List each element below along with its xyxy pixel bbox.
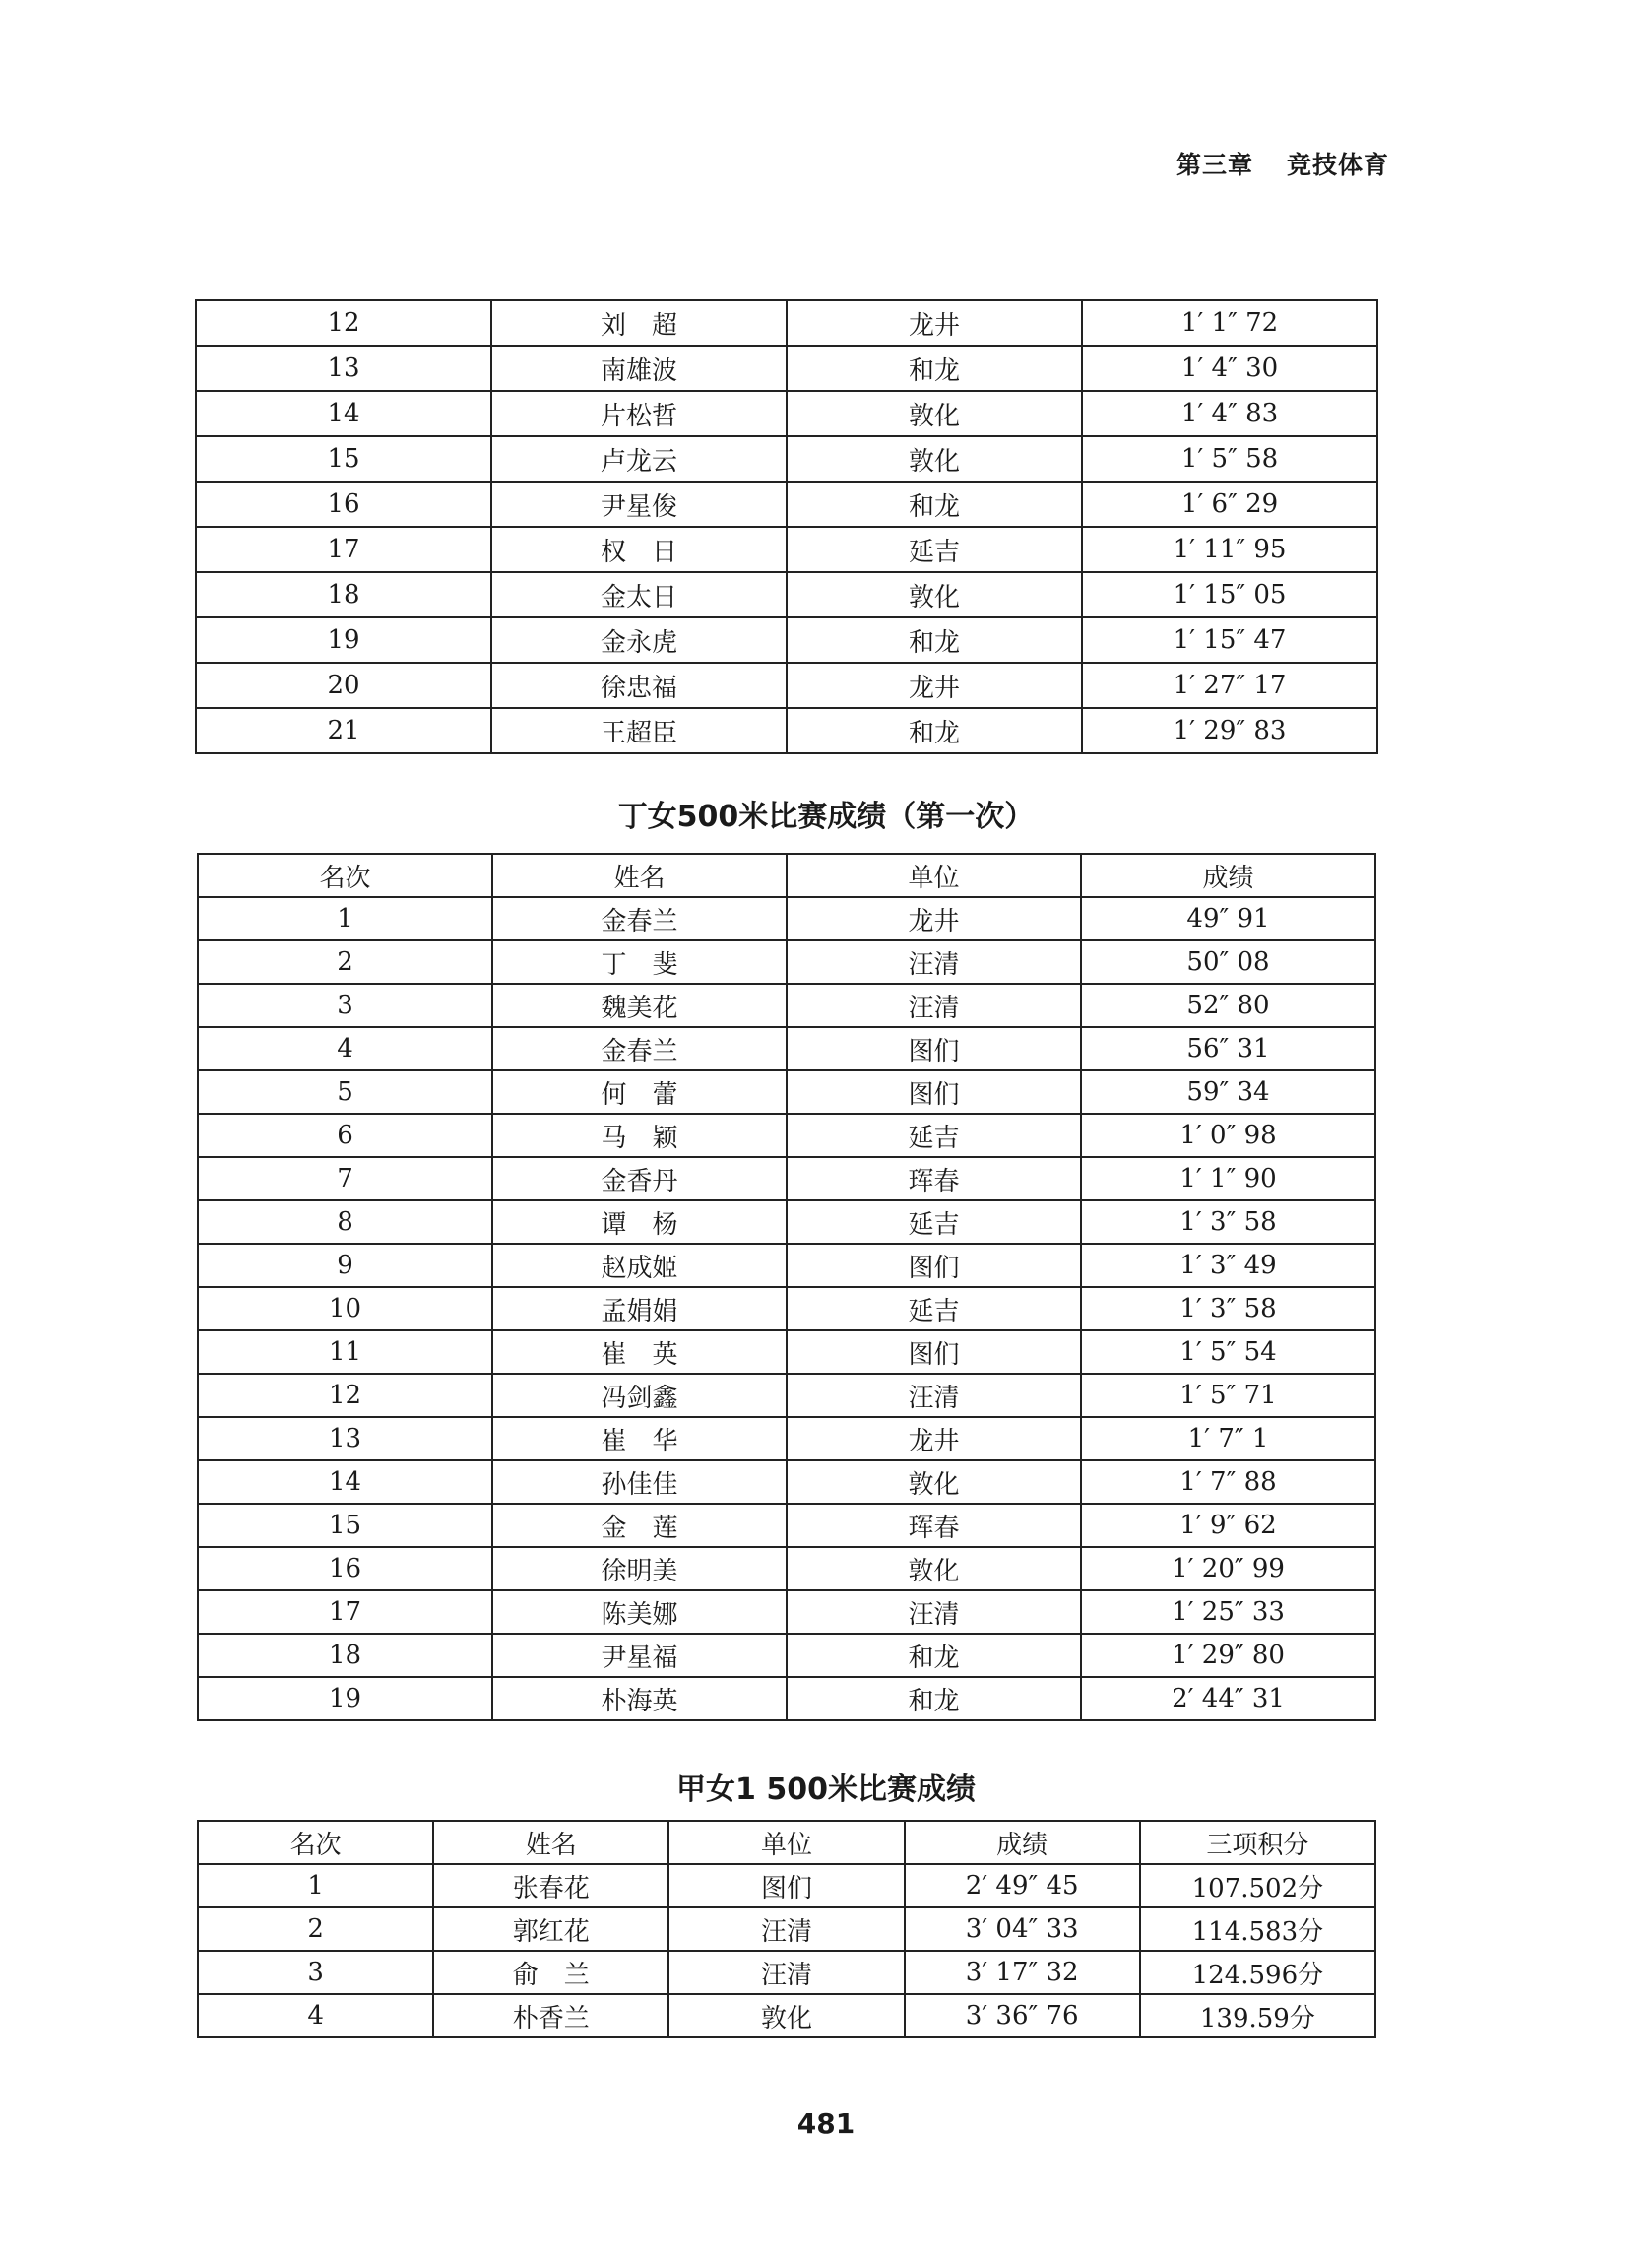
- cell-name: 孟娟娟: [492, 1287, 787, 1330]
- cell-rank: 18: [196, 572, 491, 617]
- cell-rank: 17: [198, 1590, 492, 1634]
- cell-rank: 2: [198, 940, 492, 984]
- header-result: 成绩: [1081, 854, 1375, 897]
- cell-result: 1′ 7″ 1: [1081, 1417, 1375, 1460]
- cell-name: 金春兰: [492, 1027, 787, 1070]
- cell-rank: 1: [198, 1864, 433, 1907]
- header-unit: 单位: [787, 854, 1081, 897]
- cell-unit: 图们: [787, 1244, 1081, 1287]
- cell-result: 1′ 0″ 98: [1081, 1114, 1375, 1157]
- cell-result: 50″ 08: [1081, 940, 1375, 984]
- cell-unit: 龙井: [787, 300, 1082, 346]
- table-row: [198, 940, 1375, 984]
- cell-name: 金香丹: [492, 1157, 787, 1200]
- table-row: [196, 527, 1377, 572]
- cell-unit: 和龙: [787, 346, 1082, 391]
- table-row: [196, 300, 1377, 346]
- cell-unit: 图们: [668, 1864, 904, 1907]
- cell-result: 56″ 31: [1081, 1027, 1375, 1070]
- cell-rank: 10: [198, 1287, 492, 1330]
- cell-result: 1′ 4″ 30: [1082, 346, 1377, 391]
- cell-result: 1′ 15″ 47: [1082, 617, 1377, 663]
- cell-result: 1′ 15″ 05: [1082, 572, 1377, 617]
- cell-result: 59″ 34: [1081, 1070, 1375, 1114]
- cell-name: 谭 杨: [492, 1200, 787, 1244]
- table-row: [196, 663, 1377, 708]
- header-rank: 名次: [198, 854, 492, 897]
- table-row: [198, 1951, 1375, 1994]
- cell-result: 52″ 80: [1081, 984, 1375, 1027]
- cell-unit: 珲春: [787, 1504, 1081, 1547]
- table-title-girls-500m: 丁女500米比赛成绩（第一次）: [617, 800, 1035, 834]
- cell-points: 139.59分: [1140, 1994, 1375, 2037]
- cell-result: 3′ 04″ 33: [905, 1907, 1140, 1951]
- cell-result: 1′ 3″ 58: [1081, 1287, 1375, 1330]
- cell-rank: 17: [196, 527, 491, 572]
- table-row: [198, 984, 1375, 1027]
- header-points: 三项积分: [1140, 1821, 1375, 1864]
- cell-rank: 4: [198, 1994, 433, 2037]
- page-number: 481: [796, 2107, 856, 2140]
- cell-result: 3′ 36″ 76: [905, 1994, 1140, 2037]
- cell-name: 金春兰: [492, 897, 787, 940]
- cell-rank: 21: [196, 708, 491, 753]
- cell-name: 魏美花: [492, 984, 787, 1027]
- cell-unit: 延吉: [787, 1287, 1081, 1330]
- table-row: [196, 708, 1377, 753]
- table-row: [198, 1027, 1375, 1070]
- cell-rank: 16: [198, 1547, 492, 1590]
- cell-unit: 和龙: [787, 1634, 1081, 1677]
- cell-unit: 图们: [787, 1027, 1081, 1070]
- table-row: [198, 1677, 1375, 1720]
- table-row: [196, 391, 1377, 436]
- cell-result: 1′ 6″ 29: [1082, 482, 1377, 527]
- cell-rank: 9: [198, 1244, 492, 1287]
- cell-rank: 18: [198, 1634, 492, 1677]
- cell-unit: 图们: [787, 1070, 1081, 1114]
- cell-unit: 延吉: [787, 1200, 1081, 1244]
- cell-points: 107.502分: [1140, 1864, 1375, 1907]
- cell-result: 1′ 3″ 58: [1081, 1200, 1375, 1244]
- cell-rank: 7: [198, 1157, 492, 1200]
- cell-unit: 敦化: [787, 391, 1082, 436]
- cell-name: 金永虎: [491, 617, 787, 663]
- cell-unit: 汪清: [787, 940, 1081, 984]
- cell-result: 1′ 25″ 33: [1081, 1590, 1375, 1634]
- table-row: [196, 617, 1377, 663]
- cell-result: 1′ 20″ 99: [1081, 1547, 1375, 1590]
- table-row: [196, 346, 1377, 391]
- cell-result: 2′ 44″ 31: [1081, 1677, 1375, 1720]
- cell-rank: 11: [198, 1330, 492, 1374]
- cell-unit: 龙井: [787, 663, 1082, 708]
- header-rank: 名次: [198, 1821, 433, 1864]
- table-row: [198, 1547, 1375, 1590]
- cell-name: 朴海英: [492, 1677, 787, 1720]
- cell-unit: 图们: [787, 1330, 1081, 1374]
- cell-rank: 5: [198, 1070, 492, 1114]
- table-row: [196, 436, 1377, 482]
- table-row: [196, 482, 1377, 527]
- cell-name: 赵成姬: [492, 1244, 787, 1287]
- cell-rank: 1: [198, 897, 492, 940]
- cell-unit: 敦化: [787, 1460, 1081, 1504]
- cell-result: 1′ 9″ 62: [1081, 1504, 1375, 1547]
- header-result: 成绩: [905, 1821, 1140, 1864]
- cell-unit: 龙井: [787, 897, 1081, 940]
- cell-rank: 3: [198, 984, 492, 1027]
- table-row: [198, 1504, 1375, 1547]
- cell-name: 马 颖: [492, 1114, 787, 1157]
- cell-rank: 20: [196, 663, 491, 708]
- cell-name: 金 莲: [492, 1504, 787, 1547]
- cell-name: 崔 英: [492, 1330, 787, 1374]
- cell-unit: 延吉: [787, 1114, 1081, 1157]
- cell-rank: 13: [196, 346, 491, 391]
- table-row: [198, 1994, 1375, 2037]
- cell-name: 孙佳佳: [492, 1460, 787, 1504]
- cell-unit: 和龙: [787, 1677, 1081, 1720]
- header-name: 姓名: [433, 1821, 668, 1864]
- cell-rank: 14: [196, 391, 491, 436]
- table-row: [198, 1330, 1375, 1374]
- table-row: [198, 1114, 1375, 1157]
- cell-rank: 13: [198, 1417, 492, 1460]
- cell-result: 1′ 5″ 58: [1082, 436, 1377, 482]
- table-row: [198, 1244, 1375, 1287]
- results-table-women-1500m: [197, 1820, 1376, 2038]
- table-row: [198, 1070, 1375, 1114]
- cell-result: 1′ 7″ 88: [1081, 1460, 1375, 1504]
- cell-unit: 和龙: [787, 482, 1082, 527]
- cell-unit: 敦化: [787, 436, 1082, 482]
- header-name: 姓名: [492, 854, 787, 897]
- table-header-row: [198, 854, 1375, 897]
- cell-rank: 15: [196, 436, 491, 482]
- table-title-women-1500m: 甲女1 500米比赛成绩: [676, 1773, 976, 1807]
- cell-rank: 19: [198, 1677, 492, 1720]
- cell-points: 114.583分: [1140, 1907, 1375, 1951]
- cell-result: 1′ 5″ 71: [1081, 1374, 1375, 1417]
- cell-name: 何 蕾: [492, 1070, 787, 1114]
- results-table-girls-500m: [197, 853, 1376, 1721]
- cell-result: 1′ 3″ 49: [1081, 1244, 1375, 1287]
- table-row: [198, 897, 1375, 940]
- cell-name: 丁 斐: [492, 940, 787, 984]
- running-header: [1176, 146, 1423, 181]
- header-unit: 单位: [668, 1821, 904, 1864]
- table-row: [198, 1634, 1375, 1677]
- cell-name: 尹星福: [492, 1634, 787, 1677]
- section-label: 竞技体育: [1287, 151, 1390, 179]
- cell-name: 卢龙云: [491, 436, 787, 482]
- cell-name: 徐忠福: [491, 663, 787, 708]
- table-row: [198, 1287, 1375, 1330]
- table-row: [198, 1157, 1375, 1200]
- cell-points: 124.596分: [1140, 1951, 1375, 1994]
- cell-unit: 和龙: [787, 617, 1082, 663]
- cell-unit: 珲春: [787, 1157, 1081, 1200]
- cell-name: 俞 兰: [433, 1951, 668, 1994]
- cell-result: 1′ 4″ 83: [1082, 391, 1377, 436]
- cell-unit: 和龙: [787, 708, 1082, 753]
- cell-unit: 汪清: [668, 1907, 904, 1951]
- cell-name: 片松哲: [491, 391, 787, 436]
- cell-unit: 敦化: [787, 1547, 1081, 1590]
- table-row: [198, 1374, 1375, 1417]
- cell-unit: 龙井: [787, 1417, 1081, 1460]
- cell-name: 王超臣: [491, 708, 787, 753]
- cell-rank: 6: [198, 1114, 492, 1157]
- cell-name: 朴香兰: [433, 1994, 668, 2037]
- cell-unit: 汪清: [787, 1590, 1081, 1634]
- cell-unit: 延吉: [787, 527, 1082, 572]
- cell-name: 刘 超: [491, 300, 787, 346]
- cell-name: 徐明美: [492, 1547, 787, 1590]
- cell-unit: 敦化: [787, 572, 1082, 617]
- cell-rank: 3: [198, 1951, 433, 1994]
- cell-rank: 14: [198, 1460, 492, 1504]
- cell-rank: 4: [198, 1027, 492, 1070]
- cell-name: 尹星俊: [491, 482, 787, 527]
- table-row: [198, 1907, 1375, 1951]
- table-row: [198, 1417, 1375, 1460]
- table-row: [198, 1590, 1375, 1634]
- cell-result: 1′ 1″ 72: [1082, 300, 1377, 346]
- cell-rank: 15: [198, 1504, 492, 1547]
- cell-result: 1′ 5″ 54: [1081, 1330, 1375, 1374]
- cell-rank: 12: [198, 1374, 492, 1417]
- cell-result: 49″ 91: [1081, 897, 1375, 940]
- cell-name: 冯剑鑫: [492, 1374, 787, 1417]
- cell-name: 金太日: [491, 572, 787, 617]
- cell-unit: 汪清: [787, 1374, 1081, 1417]
- table-row: [198, 1460, 1375, 1504]
- cell-name: 南雄波: [491, 346, 787, 391]
- cell-result: 3′ 17″ 32: [905, 1951, 1140, 1994]
- table-row: [198, 1200, 1375, 1244]
- cell-result: 1′ 29″ 80: [1081, 1634, 1375, 1677]
- cell-unit: 敦化: [668, 1994, 904, 2037]
- cell-result: 2′ 49″ 45: [905, 1864, 1140, 1907]
- cell-unit: 汪清: [668, 1951, 904, 1994]
- cell-result: 1′ 1″ 90: [1081, 1157, 1375, 1200]
- cell-name: 郭红花: [433, 1907, 668, 1951]
- cell-name: 权 日: [491, 527, 787, 572]
- cell-result: 1′ 27″ 17: [1082, 663, 1377, 708]
- cell-name: 张春花: [433, 1864, 668, 1907]
- cell-result: 1′ 11″ 95: [1082, 527, 1377, 572]
- cell-rank: 19: [196, 617, 491, 663]
- results-table-continued: [195, 299, 1378, 754]
- chapter-label: 第三章: [1176, 151, 1254, 179]
- cell-rank: 2: [198, 1907, 433, 1951]
- cell-rank: 8: [198, 1200, 492, 1244]
- table-row: [196, 572, 1377, 617]
- cell-name: 陈美娜: [492, 1590, 787, 1634]
- cell-name: 崔 华: [492, 1417, 787, 1460]
- table-row: [198, 1864, 1375, 1907]
- cell-unit: 汪清: [787, 984, 1081, 1027]
- cell-rank: 16: [196, 482, 491, 527]
- cell-rank: 12: [196, 300, 491, 346]
- cell-result: 1′ 29″ 83: [1082, 708, 1377, 753]
- table-header-row: [198, 1821, 1375, 1864]
